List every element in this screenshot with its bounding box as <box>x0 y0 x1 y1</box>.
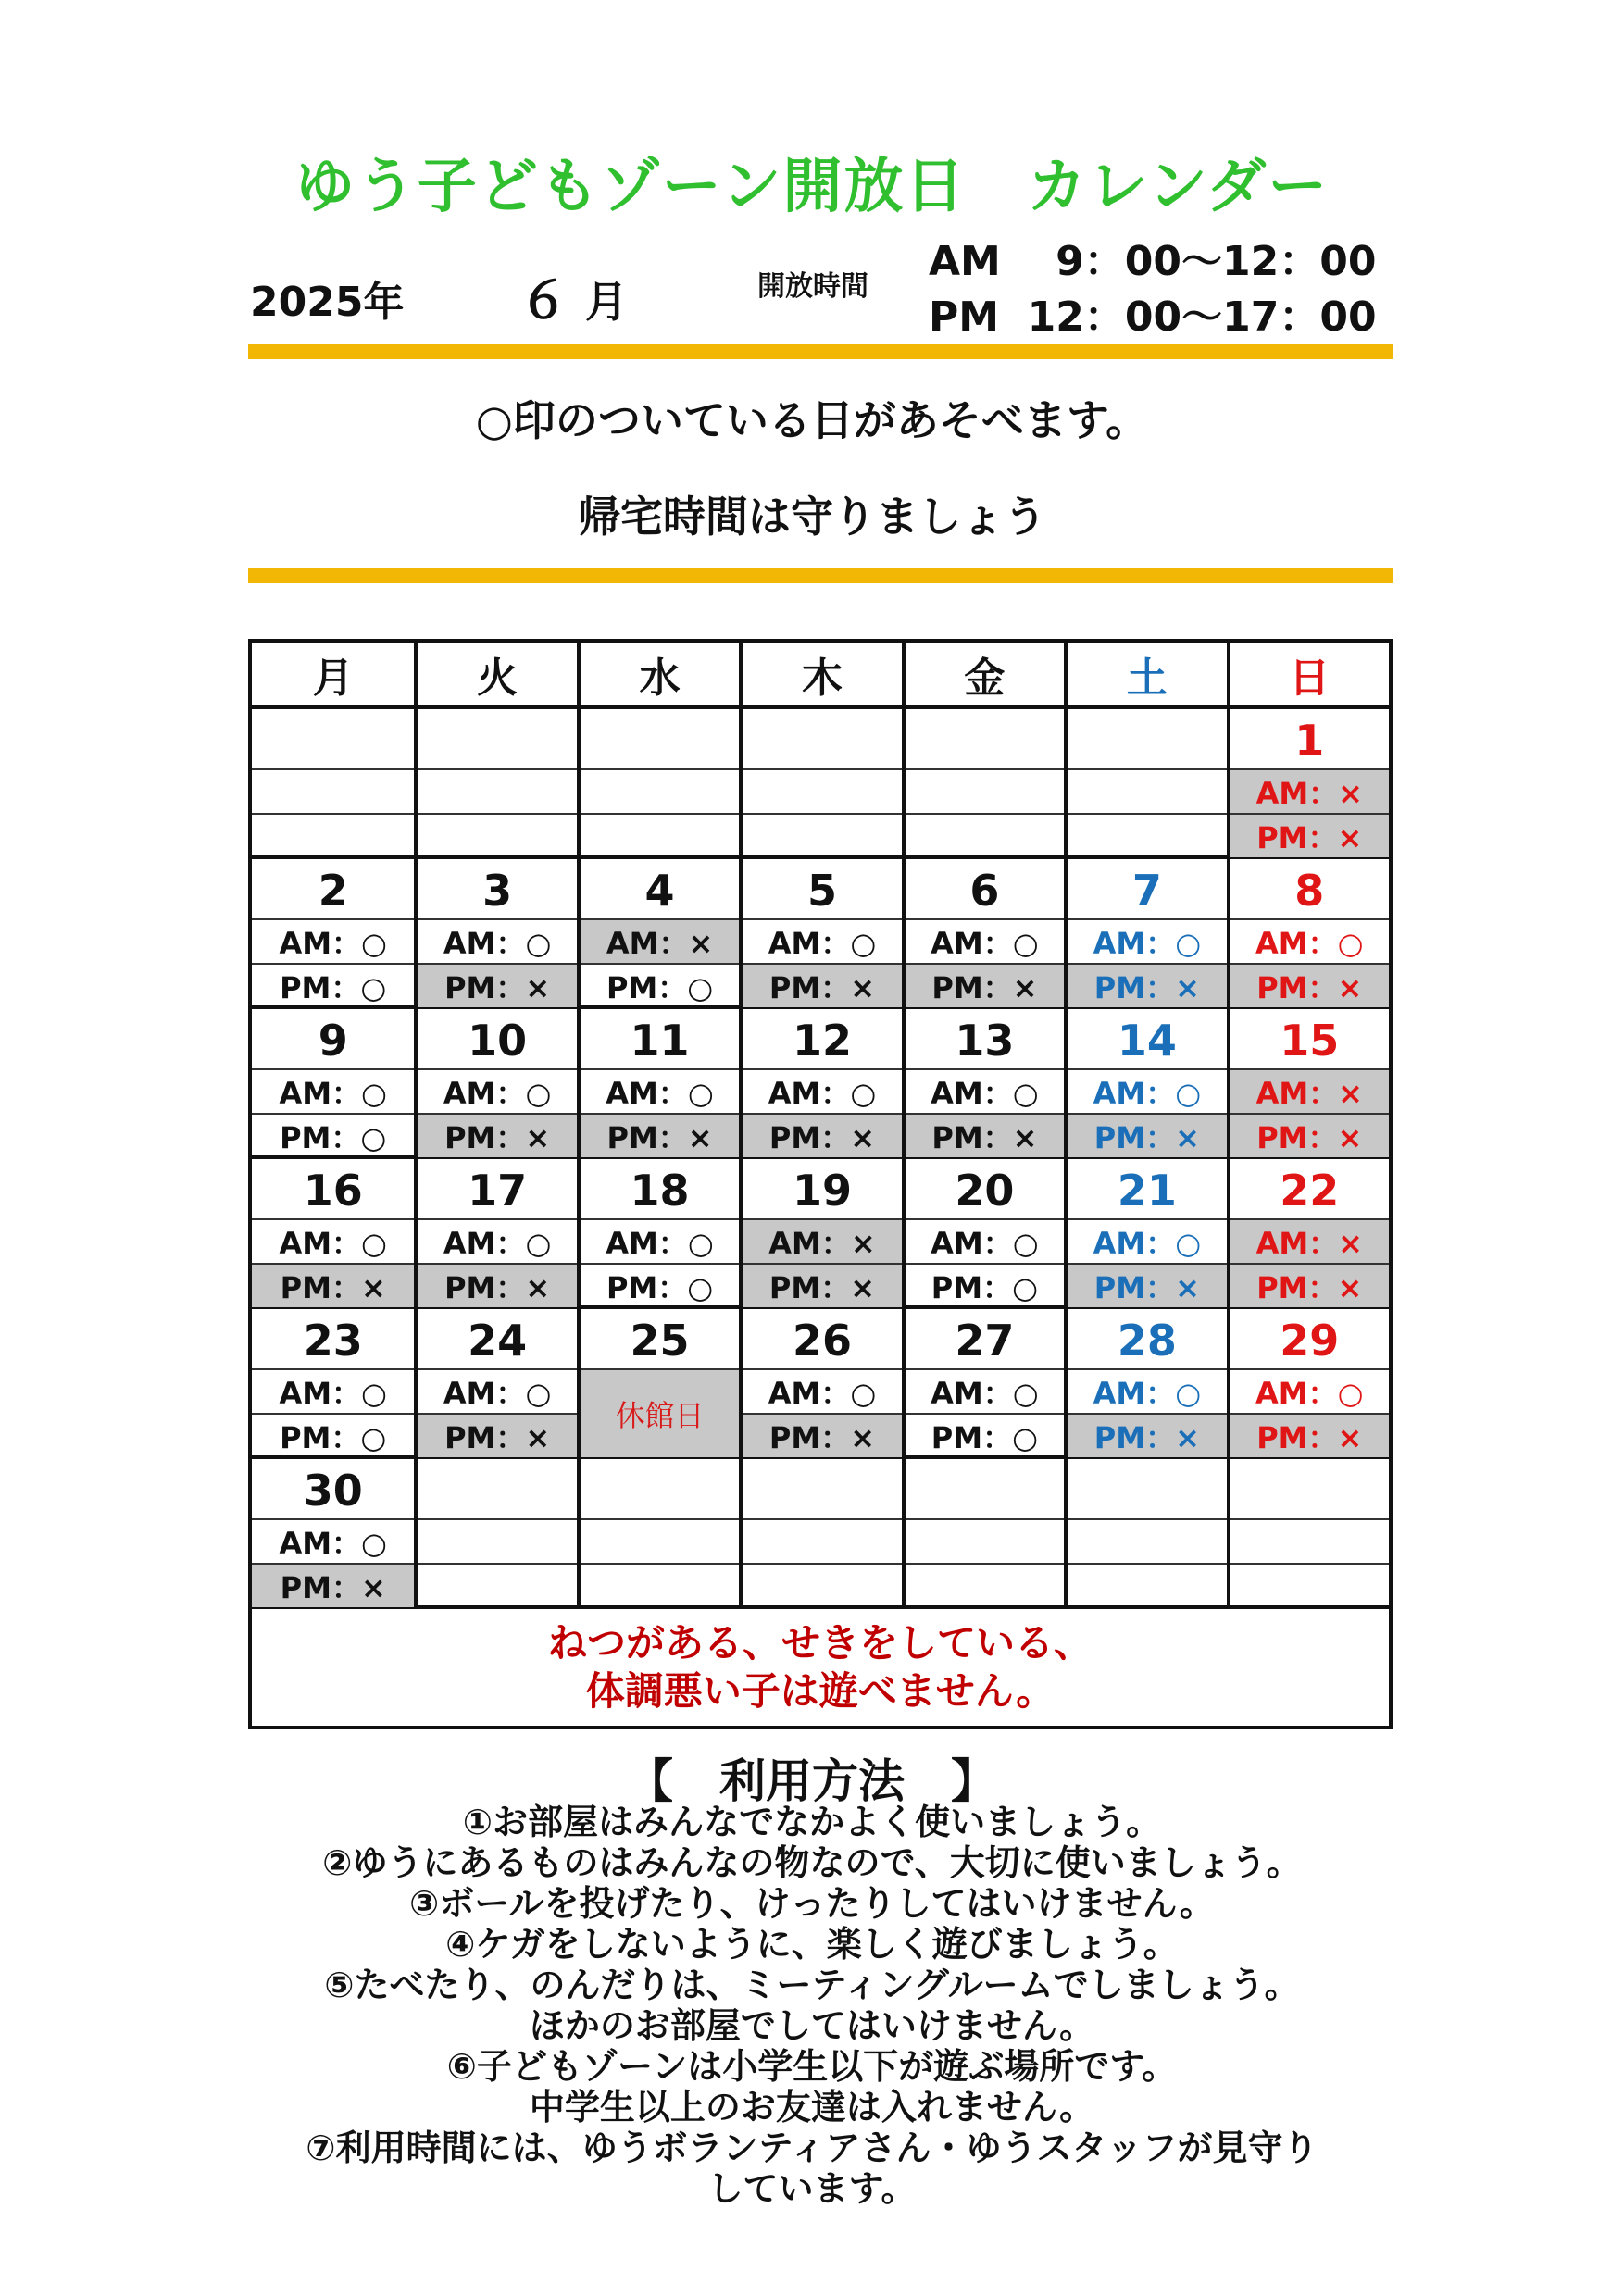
divider-bottom <box>248 568 1393 583</box>
pm-slot: PM：○ <box>581 963 739 1007</box>
pm-slot <box>1068 813 1226 857</box>
pm-slot: PM：× <box>906 1113 1064 1157</box>
day-number: 4 <box>644 866 675 916</box>
notice-return-time: 帰宅時間は守りましょう <box>578 492 1046 542</box>
calendar-day <box>739 1459 901 1607</box>
pm-slot: PM：× <box>1230 1263 1389 1307</box>
calendar-week <box>252 859 1389 1009</box>
year-label: 2025年 <box>250 279 405 326</box>
pm-slot: PM：× <box>418 1413 576 1457</box>
am-slot: AM：○ <box>1068 1368 1226 1413</box>
am-slot: AM：○ <box>906 1368 1064 1413</box>
day-number: 12 <box>792 1016 852 1066</box>
calendar-week <box>252 1459 1389 1609</box>
calendar-day <box>252 1309 414 1457</box>
day-number: 7 <box>1131 866 1162 916</box>
pm-slot: PM：× <box>743 1263 901 1307</box>
calendar-day <box>252 859 414 1007</box>
am-slot: AM：○ <box>1068 1218 1226 1263</box>
pm-slot <box>581 1563 739 1607</box>
calendar-day <box>252 1159 414 1307</box>
pm-slot: PM：× <box>418 1113 576 1157</box>
am-slot: AM：○ <box>1230 918 1389 963</box>
rule-line: ④ケガをしないように、楽しく遊びましょう。 <box>445 1924 1179 1965</box>
usage-rules <box>0 1802 1624 2209</box>
am-slot: AM：○ <box>418 1368 576 1413</box>
weekday-tue: 火 <box>414 643 576 705</box>
am-slot: AM：× <box>1230 1068 1389 1113</box>
rule-line: ③ボールを投げたり、けったりしてはいけません。 <box>409 1883 1215 1924</box>
day-number <box>906 709 1064 768</box>
am-slot: AM：○ <box>906 918 1064 963</box>
am-slot: AM：○ <box>252 1068 414 1113</box>
am-slot: AM：× <box>743 1218 901 1263</box>
day-number <box>581 1459 739 1518</box>
health-warning <box>252 1609 1389 1726</box>
closed-day-label: 休館日 <box>581 1368 739 1457</box>
calendar-day <box>414 709 576 857</box>
opening-hours-label: 開放時間 <box>757 270 868 303</box>
day-number: 21 <box>1117 1166 1177 1216</box>
pm-slot: PM：× <box>743 963 901 1007</box>
day-number: 27 <box>955 1316 1015 1366</box>
am-slot: AM：○ <box>743 1068 901 1113</box>
day-number: 1 <box>1294 716 1325 766</box>
am-slot: AM：○ <box>252 918 414 963</box>
pm-slot <box>418 813 576 857</box>
pm-slot: PM：× <box>418 1263 576 1307</box>
rule-line: ⑤たべたり、のんだりは、ミーティングルームでしましょう。 <box>324 1965 1300 2005</box>
day-number <box>906 1459 1064 1518</box>
calendar-day <box>577 1309 739 1457</box>
day-number <box>1230 1459 1389 1518</box>
weekday-header <box>252 643 1389 709</box>
am-slot: AM：○ <box>252 1368 414 1413</box>
pm-slot <box>1068 1563 1226 1607</box>
day-number: 16 <box>303 1166 363 1216</box>
pm-slot <box>581 813 739 857</box>
calendar-day <box>1064 1159 1226 1307</box>
pm-slot: PM：○ <box>906 1263 1064 1307</box>
rule-line: ⑥子どもゾーンは小学生以下が遊ぶ場所です。 <box>446 2046 1178 2087</box>
day-number <box>581 709 739 768</box>
am-slot: AM：○ <box>252 1218 414 1263</box>
am-slot: AM：○ <box>581 1068 739 1113</box>
calendar-day <box>414 1009 576 1157</box>
weekday-wed: 水 <box>577 643 739 705</box>
am-slot <box>1068 768 1226 813</box>
usage-rules-title: 【 利用方法 】 <box>627 1754 997 1808</box>
am-slot <box>1068 1518 1226 1563</box>
pm-slot <box>906 1563 1064 1607</box>
am-slot <box>581 768 739 813</box>
calendar-day <box>902 709 1064 857</box>
calendar-day <box>252 709 414 857</box>
rule-line: ①お部屋はみんなでなかよく使いましょう。 <box>462 1802 1162 1842</box>
pm-slot <box>1230 1563 1389 1607</box>
day-number: 17 <box>468 1166 528 1216</box>
calendar-day <box>414 1159 576 1307</box>
day-number: 18 <box>630 1166 690 1216</box>
am-slot <box>743 1518 901 1563</box>
calendar-day <box>902 1309 1064 1457</box>
calendar-week <box>252 1009 1389 1159</box>
day-number: 5 <box>806 866 837 916</box>
calendar-day <box>902 1159 1064 1307</box>
pm-slot <box>418 1563 576 1607</box>
day-number <box>743 709 901 768</box>
pm-slot: PM：× <box>1230 813 1389 857</box>
am-slot <box>252 768 414 813</box>
day-number: 25 <box>630 1316 690 1366</box>
pm-slot: PM：× <box>1068 1113 1226 1157</box>
calendar-day <box>1064 859 1226 1007</box>
calendar-day <box>577 709 739 857</box>
calendar-week <box>252 1309 1389 1459</box>
am-slot: AM：○ <box>1068 1068 1226 1113</box>
day-number <box>743 1459 901 1518</box>
pm-slot: PM：× <box>743 1413 901 1457</box>
calendar-day <box>577 1009 739 1157</box>
day-number: 13 <box>955 1016 1015 1066</box>
am-slot: AM：○ <box>906 1218 1064 1263</box>
am-slot: AM：○ <box>1230 1368 1389 1413</box>
calendar-day <box>1227 1309 1389 1457</box>
day-number: 29 <box>1280 1316 1340 1366</box>
page-title: ゆう子どもゾーン開放日 カレンダー <box>294 153 1330 221</box>
calendar-day <box>739 1009 901 1157</box>
pm-slot: PM：○ <box>252 963 414 1007</box>
calendar-day <box>902 859 1064 1007</box>
day-number <box>252 709 414 768</box>
weekday-sat: 土 <box>1064 643 1226 705</box>
am-slot: AM：○ <box>418 1218 576 1263</box>
pm-slot: PM：○ <box>581 1263 739 1307</box>
day-number: 19 <box>792 1166 852 1216</box>
day-number: 8 <box>1294 866 1325 916</box>
calendar-day <box>1064 1009 1226 1157</box>
day-number: 2 <box>318 866 348 916</box>
health-warning-line1: ねつがある、せきをしている、 <box>547 1620 1093 1666</box>
rule-line: しています。 <box>707 2168 917 2209</box>
pm-slot: PM：× <box>1068 1263 1226 1307</box>
day-number: 23 <box>303 1316 363 1366</box>
day-number: 3 <box>482 866 513 916</box>
am-slot <box>581 1518 739 1563</box>
am-slot: AM：○ <box>1068 918 1226 963</box>
calendar-day <box>902 1459 1064 1607</box>
weekday-sun: 日 <box>1227 643 1389 705</box>
health-warning-line2: 体調悪い子は遊べません。 <box>585 1668 1056 1714</box>
am-slot: AM：○ <box>418 918 576 963</box>
calendar-day <box>1064 1459 1226 1607</box>
month-suffix: 月 <box>585 277 628 327</box>
calendar-day <box>577 859 739 1007</box>
calendar-table <box>248 639 1393 1729</box>
day-number <box>1068 709 1226 768</box>
am-slot <box>418 1518 576 1563</box>
pm-slot: PM：○ <box>252 1113 414 1157</box>
day-number <box>418 709 576 768</box>
calendar-day <box>1064 1309 1226 1457</box>
day-number: 14 <box>1117 1016 1177 1066</box>
calendar-day <box>577 1459 739 1607</box>
pm-slot: PM：× <box>1230 963 1389 1007</box>
calendar-day <box>1227 1159 1389 1307</box>
calendar-day <box>1064 709 1226 857</box>
day-number: 30 <box>303 1466 363 1516</box>
weekday-mon: 月 <box>312 655 354 702</box>
calendar-day <box>1227 709 1389 857</box>
am-hours: AM 9：00～12：00 <box>929 238 1377 285</box>
calendar-day <box>739 1159 901 1307</box>
calendar-day <box>1227 1459 1389 1607</box>
pm-slot: PM：○ <box>906 1413 1064 1457</box>
day-number: 28 <box>1117 1316 1177 1366</box>
calendar-day <box>252 1459 414 1607</box>
calendar-day <box>577 1159 739 1307</box>
calendar-week <box>252 709 1389 859</box>
rule-line: ほかのお部屋でしてはいけません。 <box>529 2005 1095 2046</box>
calendar-day <box>1227 1009 1389 1157</box>
day-number: 26 <box>792 1316 852 1366</box>
day-number: 6 <box>969 866 1000 916</box>
pm-slot <box>906 813 1064 857</box>
am-slot: AM：○ <box>743 918 901 963</box>
calendar-day <box>739 709 901 857</box>
notice-open-days: ○印のついている日があそべます。 <box>475 395 1149 445</box>
am-slot: AM：× <box>1230 1218 1389 1263</box>
divider-top <box>248 344 1393 359</box>
pm-slot: PM：× <box>252 1263 414 1307</box>
pm-hours: PM 12：00～17：00 <box>929 293 1377 341</box>
am-slot <box>1230 1518 1389 1563</box>
month-number: ６ <box>518 271 568 330</box>
am-slot <box>418 768 576 813</box>
day-number: 20 <box>955 1166 1015 1216</box>
rule-line: ⑦利用時間には、ゆうボランティアさん・ゆうスタッフが見守り <box>306 2128 1318 2168</box>
rule-line: 中学生以上のお友達は入れません。 <box>529 2087 1095 2128</box>
day-number <box>1068 1459 1226 1518</box>
am-slot: AM：× <box>581 918 739 963</box>
am-slot <box>906 768 1064 813</box>
calendar-week <box>252 1159 1389 1309</box>
pm-slot: PM：× <box>906 963 1064 1007</box>
am-slot: AM：× <box>1230 768 1389 813</box>
weekday-fri: 金 <box>902 643 1064 705</box>
am-slot: AM：○ <box>252 1518 414 1563</box>
am-slot: AM：○ <box>581 1218 739 1263</box>
pm-slot: PM：× <box>252 1563 414 1607</box>
pm-slot: PM：× <box>1068 1413 1226 1457</box>
pm-slot <box>743 1563 901 1607</box>
am-slot: AM：○ <box>743 1368 901 1413</box>
pm-slot: PM：× <box>1230 1413 1389 1457</box>
am-slot <box>743 768 901 813</box>
am-slot: AM：○ <box>906 1068 1064 1113</box>
calendar-day <box>414 1459 576 1607</box>
pm-slot: PM：○ <box>252 1413 414 1457</box>
calendar-day <box>1227 859 1389 1007</box>
day-number: 15 <box>1280 1016 1340 1066</box>
pm-slot <box>252 813 414 857</box>
am-slot <box>906 1518 1064 1563</box>
weekday-thu: 木 <box>739 643 901 705</box>
day-number: 24 <box>468 1316 528 1366</box>
calendar-day <box>414 1309 576 1457</box>
calendar-day <box>414 859 576 1007</box>
calendar-day <box>902 1009 1064 1157</box>
calendar-day <box>252 1009 414 1157</box>
am-slot: AM：○ <box>418 1068 576 1113</box>
calendar-weeks <box>252 709 1389 1609</box>
calendar-day <box>739 859 901 1007</box>
pm-slot: PM：× <box>581 1113 739 1157</box>
pm-slot: PM：× <box>743 1113 901 1157</box>
pm-slot <box>743 813 901 857</box>
day-number: 10 <box>468 1016 528 1066</box>
pm-slot: PM：× <box>418 963 576 1007</box>
rule-line: ②ゆうにあるものはみんなの物なので、大切に使いましょう。 <box>322 1842 1302 1883</box>
pm-slot: PM：× <box>1230 1113 1389 1157</box>
calendar-day <box>739 1309 901 1457</box>
day-number: 22 <box>1280 1166 1340 1216</box>
day-number: 11 <box>630 1016 690 1066</box>
day-number: 9 <box>318 1016 348 1066</box>
pm-slot: PM：× <box>1068 963 1226 1007</box>
day-number <box>418 1459 576 1518</box>
